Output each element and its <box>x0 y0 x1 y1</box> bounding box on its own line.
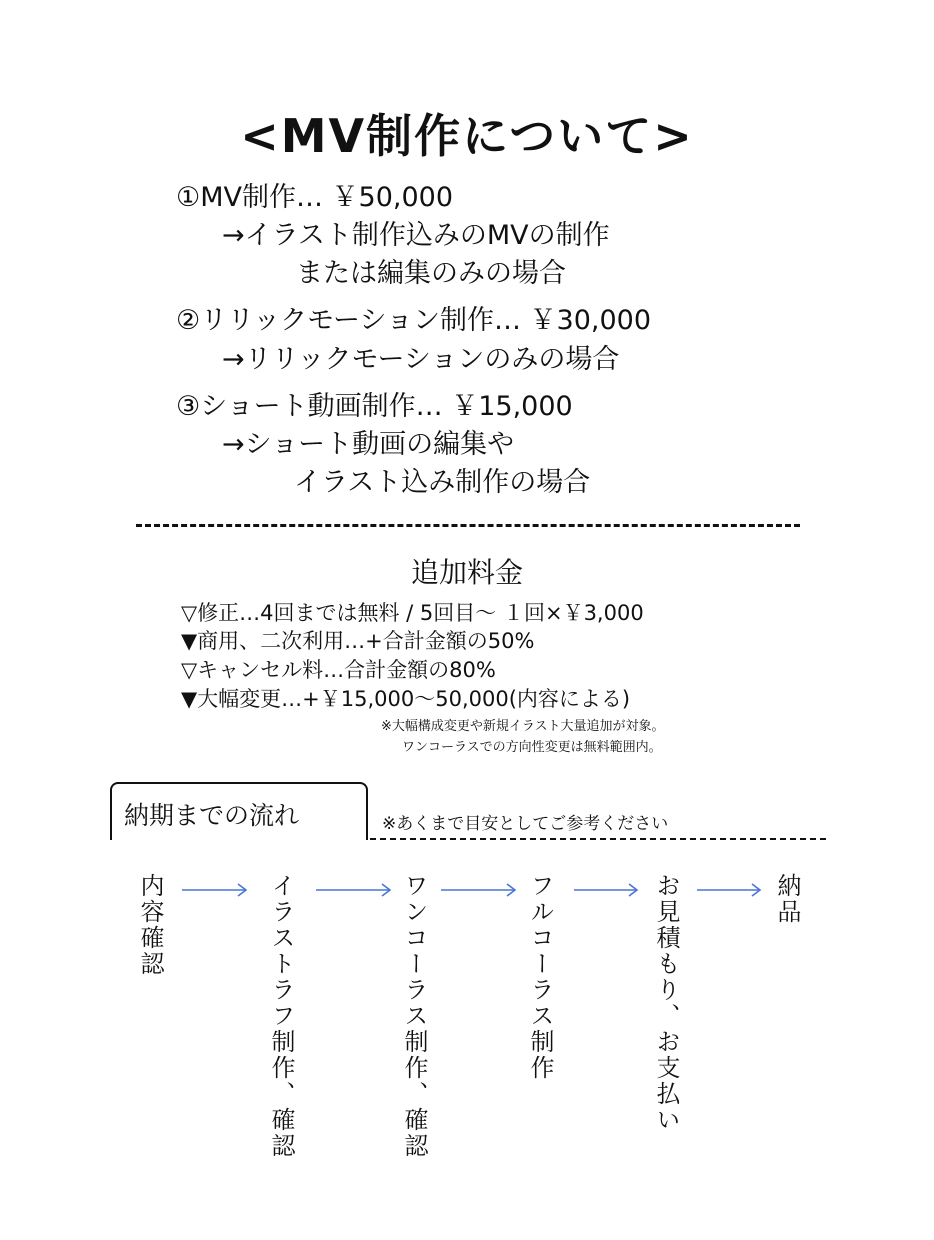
flow-arrow <box>441 884 515 896</box>
extra-fee-note: ワンコーラスでの方向性変更は無料範囲内。 <box>402 740 662 755</box>
extra-fee-item: ▼大幅変更…+￥15,000〜50,000(内容による) <box>181 687 631 711</box>
page-title: <MV制作について> <box>240 109 694 163</box>
plan-1-title: ①MV制作… ￥50,000 <box>176 182 454 213</box>
flow-step-4: フルコーラス制作 <box>526 873 554 1081</box>
flow-arrow <box>316 884 390 896</box>
flow-step-2: イラストラフ制作、確認 <box>267 873 295 1159</box>
flow-note: ※あくまで目安としてご参考ください <box>382 814 669 834</box>
flow-step-6: 納品 <box>773 873 801 925</box>
plan-1-desc-2: または編集のみの場合 <box>296 258 566 289</box>
flow-arrow <box>182 884 246 896</box>
extra-fee-title: 追加料金 <box>410 556 523 589</box>
flow-arrow <box>697 884 760 896</box>
extra-fee-item: ▽キャンセル料…合計金額の80% <box>181 658 496 682</box>
flow-step-1: 内容確認 <box>136 873 164 977</box>
plan-3-desc: →ショート動画の編集や <box>222 429 515 460</box>
plan-3-desc-2: イラスト込み制作の場合 <box>294 467 591 498</box>
flow-step-3: ワンコーラス制作、確認 <box>400 873 428 1159</box>
plan-2-title: ②リリックモーション制作… ￥30,000 <box>176 305 652 336</box>
extra-fee-note: ※大幅構成変更や新規イラスト大量追加が対象。 <box>381 719 665 734</box>
plan-3-title: ③ショート動画制作… ￥15,000 <box>176 391 573 422</box>
flow-step-5: お見積もり、お支払い <box>652 873 680 1133</box>
plan-1-desc: →イラスト制作込みのMVの制作 <box>222 220 610 251</box>
flow-title: 納期までの流れ <box>124 801 300 830</box>
plan-2-desc: →リリックモーションのみの場合 <box>222 344 620 375</box>
extra-fee-item: ▽修正…4回までは無料 / 5回目〜 １回×￥3,000 <box>181 601 644 625</box>
flow-arrow <box>574 884 637 896</box>
extra-fee-item: ▼商用、二次利用…+合計金額の50% <box>181 629 535 653</box>
